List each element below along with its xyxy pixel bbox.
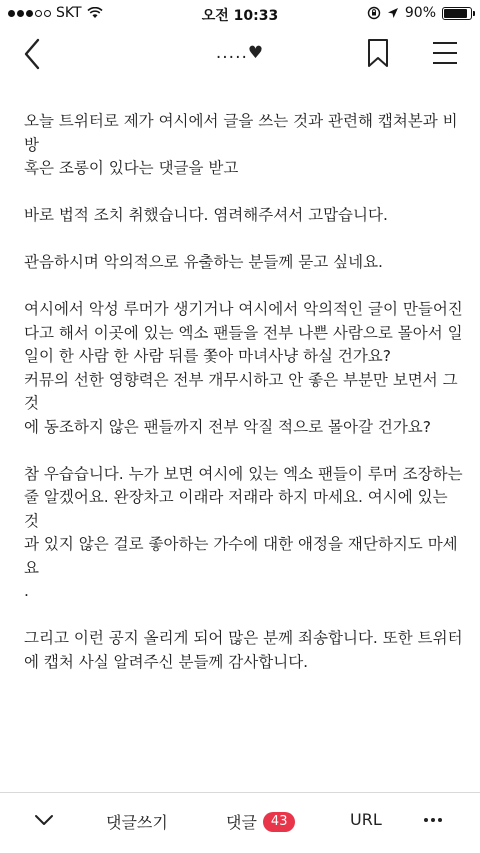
article-paragraph: 참 우습습니다. 누가 보면 여시에 있는 엑소 팬들이 루머 조장하는 줄 알겠어요. 완장차고 이래라 저래라 하지 마세요. 여시에 있는 것 과 있지 않은 걸로 좋아하는 가수에 대한 애정을 재단하지도 마세요 . [24,464,463,600]
url-button[interactable]: URL [350,810,382,829]
article-body [24,110,464,698]
battery-percent: 90% [404,5,436,21]
article-paragraph: 바로 법적 조치 취했습니다. 염려해주셔서 고맙습니다. [24,206,388,224]
comments-button[interactable] [226,810,295,833]
rotation-lock-icon [367,6,381,20]
heart-icon: ♥ [247,43,265,63]
article-paragraph: 관음하시며 악의적으로 유출하는 분들께 묻고 싶네요. [24,253,383,271]
bottom-toolbar [0,792,480,853]
comment-count-badge: 43 [263,812,296,832]
status-time: 오전 10:33 [201,8,279,24]
status-bar [0,0,480,28]
location-arrow-icon [387,7,399,19]
comments-label: 댓글 [226,813,257,832]
article-paragraph: 오늘 트위터로 제가 여시에서 글을 쓰는 것과 관련해 캡쳐본과 비방 혹은 조롱이 있다는 댓글을 받고 [24,112,458,177]
title-dots: ..... [215,43,248,63]
article-paragraph: 여시에서 악성 루머가 생기거나 여시에서 악의적인 글이 만들어진 다고 해서 이곳에 있는 엑소 팬들을 전부 나쁜 사람으로 몰아서 일 일이 한 사람 한 사람 뒤를 쫓아 마녀사냥 하실 건가요? 커뮤의 선한 영향력은 전부 개무시하고 안 좋은 부분만 보면서 그것 에 동조하지 않은 팬들까지 전부 악질 적으로 몰아갈 건가요? [24,300,463,436]
page-title [0,43,480,63]
chevron-down-icon[interactable] [34,813,54,827]
more-options-icon[interactable] [424,818,442,822]
bookmark-icon[interactable] [366,38,390,68]
status-right [367,5,472,21]
article-paragraph: 그리고 이런 공지 올리게 되어 많은 분께 죄송합니다. 또한 트위터 에 캡처 사실 알려주신 분들께 감사합니다. [24,629,463,671]
nav-bar [0,28,480,80]
write-comment-button[interactable]: 댓글쓰기 [106,813,168,832]
battery-fill [444,9,467,18]
battery-icon [442,7,472,20]
carrier-name: SKT [56,5,82,21]
hamburger-menu-icon[interactable] [432,41,458,65]
